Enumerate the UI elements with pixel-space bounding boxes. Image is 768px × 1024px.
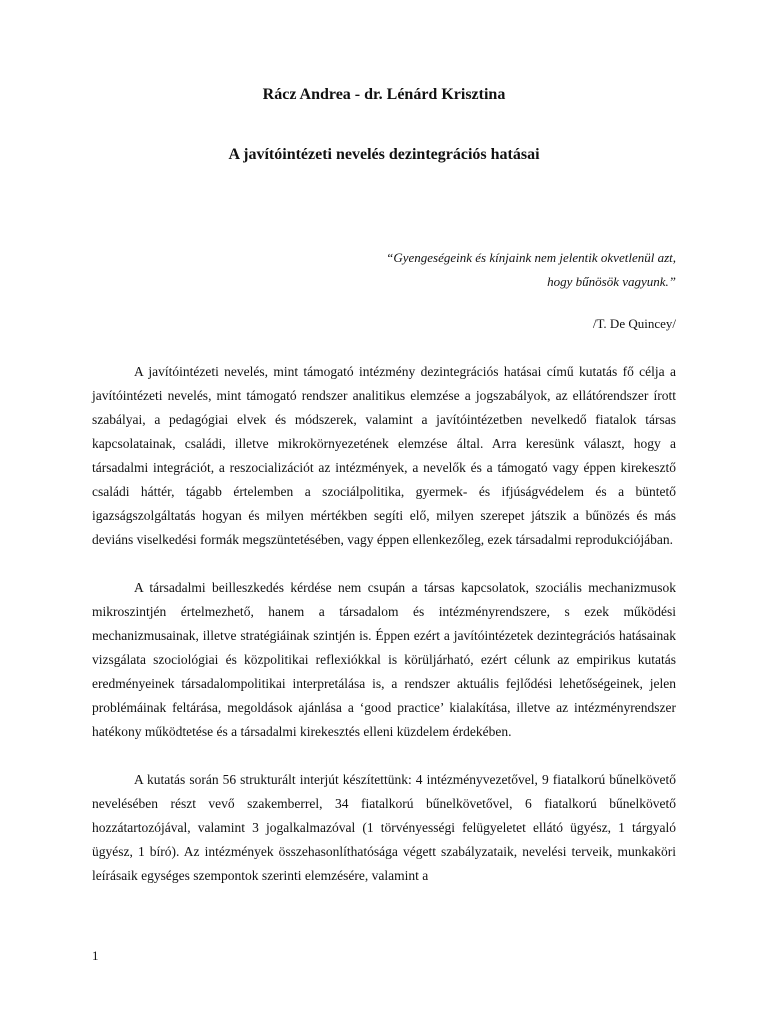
body-text (92, 360, 676, 912)
epigraph-quote (216, 246, 676, 294)
page-number: 1 (92, 948, 99, 963)
epigraph-line-1: “Gyengeségeink és kínjaink nem jelentik okvetlenül azt, (386, 250, 676, 265)
author-line: Rácz Andrea - dr. Lénárd Krisztina (262, 86, 506, 103)
paragraph-3: A kutatás során 56 strukturált interjút készítettünk: 4 intézményvezetővel, 9 fiatalkorú bűnelkövető nevelésében részt vevő szakemberrel, 34 fiatalkorú bűnelkövetővel, 6 fiatalkorú bűnelkövető hozzátartozójával, valamint 3 jogalkalmazóval (1 törvényességi felügyeletet ellátó ügyész, 1 tárgyaló ügyész, 1 bíró). Az intézmények összehasonlíthatósága végett szabályzataik, nevelési terveik, munkaköri leírásaik egységes szempontok szerinti elemzésére, valamint a (92, 772, 676, 883)
epigraph-author: /T. De Quincey/ (592, 316, 676, 331)
epigraph-line-2: hogy bűnösök vagyunk.” (547, 274, 676, 289)
paragraph-2: A társadalmi beilleszkedés kérdése nem csupán a társas kapcsolatok, szociális mechanizmusok mikroszintjén értelmezhető, hanem a társadalom és intézményrendszere, s ezek működési mechanizmusainak, illetve stratégiáinak szintjén is. Éppen ezért a javítóintézetek dezintegrációs hatásainak vizsgálata szociológiai és közpolitikai reflexiókkal is körüljárható, ezért célunk az empirikus kutatás eredményeinek társadalompolitikai interpretálása is, a rendszer aktuális fejlődési lehetőségeinek, jelen problémáinak feltárása, megoldások ajánlása a ‘good practice’ kialakítása, illetve az intézményrendszer hatékony működtetése és a társadalmi kirekesztés elleni küzdelem érdekében. (92, 580, 676, 739)
document-title: A javítóintézeti nevelés dezintegrációs hatásai (228, 146, 540, 163)
paragraph-1: A javítóintézeti nevelés, mint támogató intézmény dezintegrációs hatásai című kutatás fő célja a javítóintézeti nevelés, mint támogató rendszer analitikus elemzése a jogszabályok, az ellátórendszer írott szabályai, a pedagógiai elvek és módszerek, valamint a javítóintézetben nevelkedő fiatalok társas kapcsolatainak, családi, illetve mikrokörnyezetének elemzése által. Arra keresünk választ, hogy a társadalmi integrációt, a reszocializációt az intézmények, a nevelők és a támogató vagy éppen kirekesztő családi háttér, tágabb értelemben a szociálpolitika, gyermek- és ifjúságvédelem és a büntető igazságszolgáltatás hogyan és milyen mértékben segíti elő, milyen szerepet játszik a bűnözés és más deviáns viselkedési formák megszüntetésében, vagy éppen ellenkezőleg, ezek társadalmi reprodukciójában. (92, 364, 676, 547)
